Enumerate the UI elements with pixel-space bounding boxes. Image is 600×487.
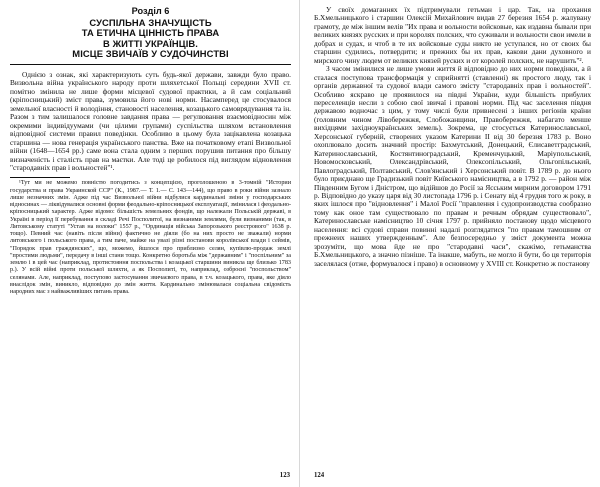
body-paragraph: Однією з ознак, які характеризують суть будь-якої держави, завжди було право. Визвольна війна українського народу проти шляхетської Польщі середини XVII ст. помітно змінила не лише форми місцевої судової практики, а й сам соціальний (кріпосницький) зміст права, зумовила його нові норми. Насамперед це стосувалося земельної власності й володіння, становості населення, козацького самоврядування та ін. Разом з тим залишалося головне завдання права — регулювання взаємовідносин між окремими індивідуумами (чи цілими групами) суспільства шляхом встановлення відповідної системи правил поведінки. Особливо в цьому була зацікавлена козацька старшина — нова генерація українського панства. Вже на початковому етапі Визвольної війни (1648—1654 рр.) саме вона стала одним з перших порушив питання про більшу визначеність і сталість прав на маєтки. Але тоді це робилося під виглядом відновлення "стародавніх прав і вольностей"¹. (10, 69, 291, 172)
footnote-block (10, 177, 291, 296)
body-paragraph: У своїх домаганнях їх підтримували гетьман і цар. Так, на прохання Б.Хмельницького і старшин Олексій Михайлович видав 27 березня 1654 р. жалувану грамоту, де між іншим велів "Их права и вольности войсковые, как издавна бывали при великих князях русских и при королях полских, что суживали и вольности свои имели в добрах и судах, и чтоб в те их войсковые суды никто не уступался, но от своих бы старшин судились, потвердити; и прежних бы их прав, какови дани духовного и мирского чину людем от великих князей руских и от королей полских, не нарушить"². (314, 5, 591, 65)
chapter-title-line: МІСЦЕ ЗВИЧАЇВ У СУДОЧИНСТВІ (72, 48, 229, 60)
chapter-title-line: ТА ЕТИЧНА ЦІННІСТЬ ПРАВА (81, 27, 220, 39)
chapter-title-line: В ЖИТТІ УКРАЇНЦІВ. (103, 37, 198, 49)
page-number: 123 (279, 472, 290, 479)
page-number: 124 (314, 472, 325, 479)
footnote-divider (10, 177, 70, 178)
chapter-title-line: СУСПІЛЬНА ЗНАЧУЩІСТЬ (89, 16, 212, 28)
heading-divider (10, 64, 291, 65)
section-label: Розділ 6 (131, 6, 170, 16)
body-paragraph: З часом змінилися не лише умови життя й відповідно до них норми поведінки, а й сталася поступова трансформація у сприйнятті (ставленні) як простого люду, так і органів державної та судової влади самого змісту "стародавніх прав і вольностей". Особливо яскраво це проявилося на півдні України, куди більшість прибулих переселенців несли з собою свої звичаї і правові норми. Під час заселення півдня державою водночас з цим, у тому числі були привнесені з інших регіонів країни (головним чином Лівобережжя, Слобожанщини, Правобережжя, набагато менше вихідцями західноукраїнських земель). Зокрема, це стосується Катеринославської, Херсонської губерній, створених указом Катерини ІІ від 30 березня 1783 р. Воно охоплювало досить значний простір: Бахмутський, Донецький, Єлисаветградський, Катеринославський, Костянтиноградський, Кременчуцький, Маріупольський, Новомосковський, Олександрівський, Олексопільський, Ольгопільський, Павлоградський, Полтавський, Слов'янський і Херсонський повіт. В 1789 р. до нього було приєднано ще Градизький повіт Київського намісництва, а в 1792 р. — район між Південним Бугом і Дністром, що відійшов до Росії за Ясським мирним договором 1791 р. Відповідно до указу царя від 30 листопада 1796 р. і Сенату від 4 грудня того ж року, в яких ішлося про "відновлення" і Малої Росії "правлення і судопроизводства сообразно тому как оное там существовало по правам и речным обрядам существовало", Катеринославське намісництво 10 січня 1797 р. прийняло постанову щодо місцевого населення: всі судові справи повинні надалі розглядатися "по правам тамошним от прежнеих наших утвержденным". Але безпосередньо у зміст документа можна зрозуміти, що мова йде не про "стародавні часи", скажімо, гетьманства Б.Хмельницького, а значно пізніше. Та інакше, мабуть, не могло й бути, бо ця територія заселялася (отже, формувалося і право) в основному у XVIII ст. Конкретно ж постанову (314, 64, 591, 268)
chapter-heading (10, 6, 291, 60)
footnote-text: ¹Тут ми не можемо повністю погодитись з концепцією, проголошеною в 3-томній "Истории государства и права Украинской ССР" (К., 1987.— Т. 1.— С. 143—144), що право в роки війни зазнало лише незначних змін. Адже під час Визвольної війни відбулися кардинальні зміни у господарських відносинах — ліквідувалися основні форми феодально-кріпосницької експлуатації, змінилася і феодально-кріпосницький характер. Адже відомо: більшість земельних фондів, що належали Польській державі, в Україні в період її перебування в складі Речі Посполитої, на визнаними землями, були визнаними (так, в Литовському статуті "Устав на волоки" 1557 р., "Ординація війська Запорозького реєстрового" 1638 р. тощо). Певний час (навіть після війни) фактично не діяли (бо на них просто не зважали) норми литовського і польського права, а тим паче, майже на увазі різні постанови королівської влади і сеймів, "Порядок прав граждянских", що, можемо, йшлося про приблизно селян, купівлю-продаж землі "простими людьми", передачу в інші стани тощо. Конкретно боротьба між "державним" і "поспільним" за землю і в цей час (наприклад, протистояння поспольства і козацької старшини виникла ще близько 1783 р.). У всій війні проти польської шляхти, а як Посполиті, то, наприклад, озброєні "поспольством" селянами. Але, наприклад, поступово застосування звичаєвого права, в т.ч. козацького, права, яке діяло внаслідок змін, виникло, відповідно до змін життя. Кардинально змінювалася соціальна свідомість народних мас з найважливіших питань права. (10, 180, 291, 296)
right-page (300, 0, 600, 487)
